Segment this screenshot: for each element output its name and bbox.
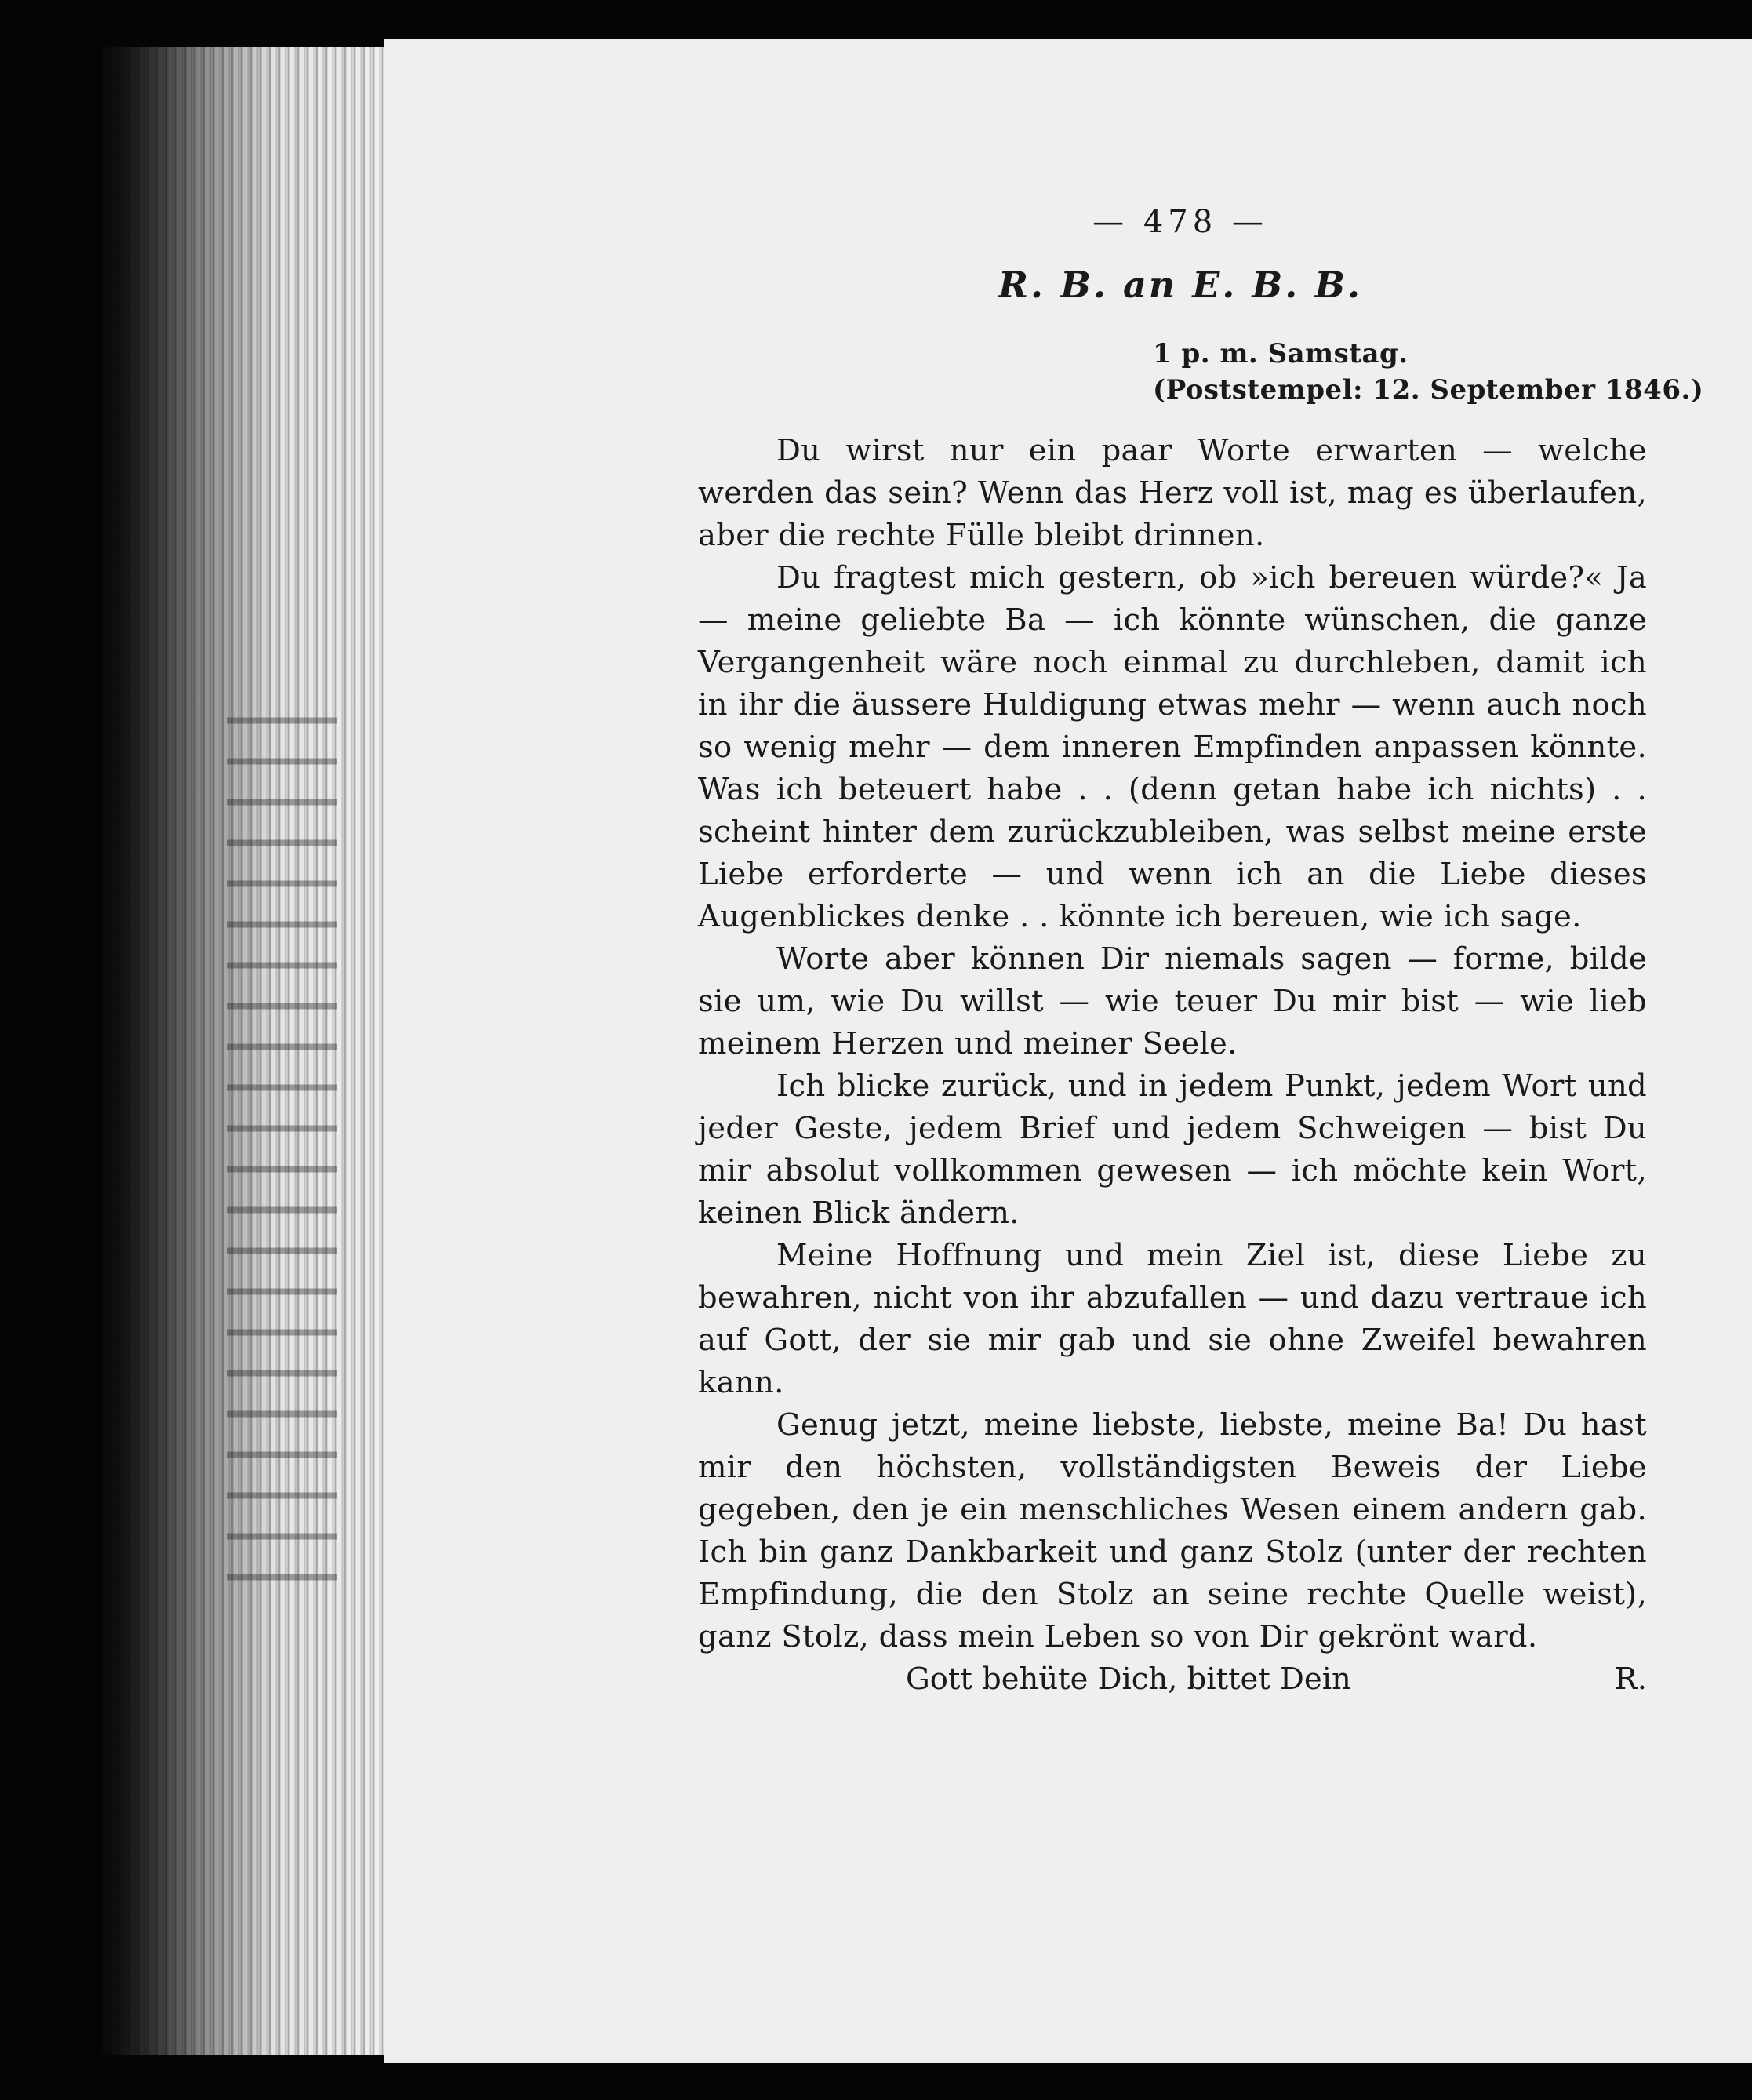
paragraph: Du fragtest mich gestern, ob »ich bereuen würde?« Ja — meine geliebte Ba — ich könnte wünschen, die ganze Vergangenheit wäre noch einmal zu durchleben, damit ich in ihr die äussere Huldigung etwas mehr — wenn auch noch so wenig mehr — dem inneren Empfinden anpassen könnte. Was ich beteuert habe . . (denn getan habe ich nichts) . . scheint hinter dem zurückzubleiben, was selbst meine erste Liebe erforderte — und wenn ich an die Liebe dieses Augenblickes denke . . könnte ich bereuen, wie ich sage.	[698, 560, 1647, 934]
show-through-text	[227, 706, 337, 1585]
dateline-postmark: (Poststempel: 12. September 1846.)	[1153, 374, 1704, 406]
paragraph: Worte aber können Dir niemals sagen — forme, bilde sie um, wie Du willst — wie teuer Du mir bist — wie lieb meinem Herzen und meiner Seele.	[698, 941, 1647, 1061]
paragraph: Ich blicke zurück, und in jedem Punkt, jedem Wort und jeder Geste, jedem Brief und jedem Schweigen — bist Du mir absolut vollkommen gewesen — ich möchte kein Wort, keinen Blick ändern.	[698, 1068, 1647, 1231]
page-content	[698, 204, 1704, 1701]
closing-text: Gott behüte Dich, bittet Dein	[906, 1661, 1351, 1697]
letter-dateline	[1153, 336, 1704, 408]
paragraph: Meine Hoffnung und mein Ziel ist, diese Liebe zu bewahren, nicht von ihr abzufallen — und dazu vertraue ich auf Gott, der sie mir gab und sie ohne Zweifel bewahren kann.	[698, 1238, 1647, 1400]
letter-body	[698, 430, 1647, 1658]
letter-closing	[698, 1658, 1647, 1701]
signature: R.	[1614, 1661, 1647, 1697]
letter-heading: R. B. an E. B. B.	[998, 264, 1363, 306]
dateline-time: 1 p. m. Samstag.	[1153, 338, 1409, 369]
paragraph: Genug jetzt, meine liebste, liebste, meine Ba! Du hast mir den höchsten, vollständigsten Beweis der Liebe gegeben, den je ein menschliches Wesen einem andern gab. Ich bin ganz Dankbarkeit und ganz Stolz (unter der rechten Empfindung, die den Stolz an seine rechte Quelle weist), ganz Stolz, dass mein Leben so von Dir gekrönt ward.	[698, 1407, 1647, 1654]
book-page	[384, 39, 1752, 2063]
paragraph: Du wirst nur ein paar Worte erwarten — welche werden das sein? Wenn das Herz voll ist, mag es überlaufen, aber die rechte Fülle bleibt drinnen.	[698, 433, 1647, 553]
page-number: — 478 —	[1092, 204, 1268, 240]
